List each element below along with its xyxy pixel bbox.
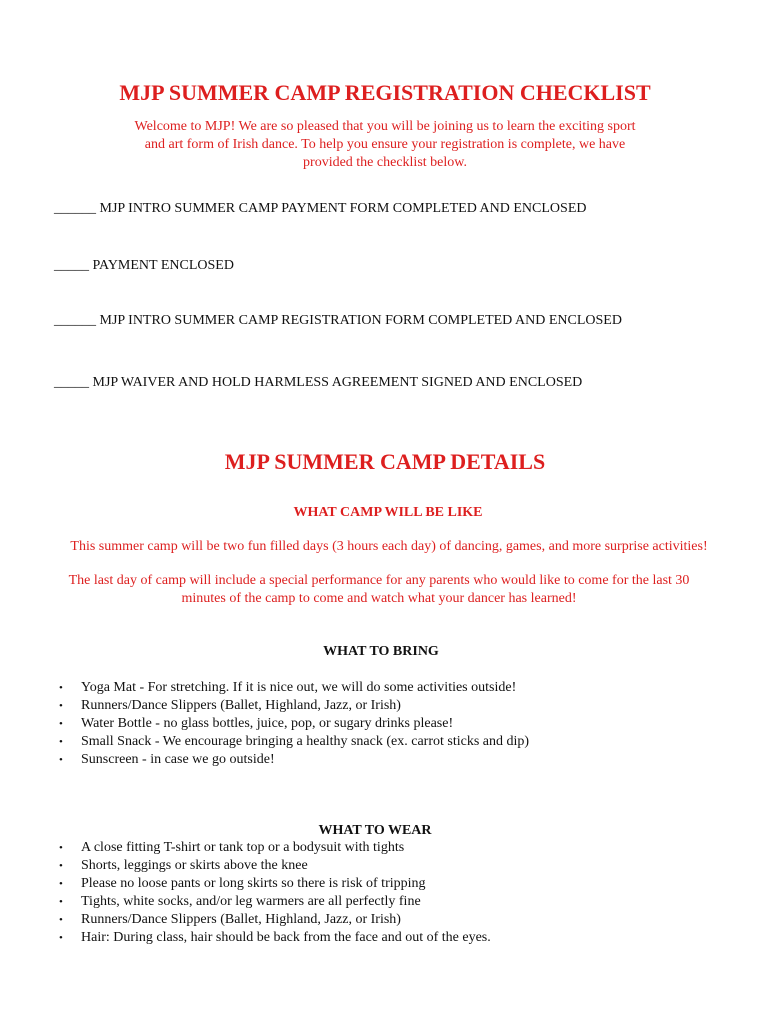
bring-list: [56, 679, 696, 769]
list-item-text: Small Snack - We encourage bringing a healthy snack (ex. carrot sticks and dip): [81, 734, 530, 749]
list-item: [56, 893, 696, 911]
list-item: [56, 697, 696, 715]
wear-heading: WHAT TO WEAR: [318, 823, 432, 838]
checkbox-blank: _____: [54, 375, 89, 390]
checkbox-blank: ______: [54, 201, 96, 216]
list-item-text: Shorts, leggings or skirts above the knee: [81, 858, 308, 873]
list-item-text: Water Bottle - no glass bottles, juice, pop, or sugary drinks please!: [81, 716, 454, 731]
bullet-icon: •: [59, 878, 63, 890]
list-item-text: Hair: During class, hair should be back from the face and out of the eyes.: [81, 930, 491, 945]
welcome-line: Welcome to MJP! We are so pleased that you will be joining us to learn the exciting sport: [134, 119, 636, 134]
bullet-icon: •: [59, 842, 63, 854]
bullet-icon: •: [59, 860, 63, 872]
list-item: [56, 857, 696, 875]
list-item-text: Please no loose pants or long skirts so there is risk of tripping: [81, 876, 426, 891]
list-item-text: Sunscreen - in case we go outside!: [81, 752, 275, 767]
checkbox-blank: ______: [54, 313, 96, 328]
bullet-icon: •: [59, 736, 63, 748]
list-item: [56, 751, 696, 769]
list-item: [56, 733, 696, 751]
page-title: MJP SUMMER CAMP REGISTRATION CHECKLIST: [119, 79, 651, 105]
list-item-text: Runners/Dance Slippers (Ballet, Highland, Jazz, or Irish): [81, 698, 401, 713]
list-item-text: A close fitting T-shirt or tank top or a bodysuit with tights: [81, 840, 405, 855]
welcome-paragraph: [100, 118, 670, 172]
list-item-text: Runners/Dance Slippers (Ballet, Highland, Jazz, or Irish): [81, 912, 401, 927]
checklist-text: PAYMENT ENCLOSED: [92, 258, 234, 273]
bullet-icon: •: [59, 700, 63, 712]
list-item: [56, 911, 696, 929]
list-item: [56, 875, 696, 893]
welcome-line: provided the checklist below.: [303, 155, 467, 170]
checklist-item-payment-form: [54, 200, 586, 218]
list-item-text: Yoga Mat - For stretching. If it is nice out, we will do some activities outside!: [81, 680, 517, 695]
camp-like-heading: WHAT CAMP WILL BE LIKE: [293, 505, 483, 520]
list-item: [56, 839, 696, 857]
list-item: [56, 715, 696, 733]
welcome-line: and art form of Irish dance. To help you ensure your registration is complete, we have: [144, 137, 626, 152]
checklist-text: MJP INTRO SUMMER CAMP PAYMENT FORM COMPLETED AND ENCLOSED: [99, 201, 587, 216]
bullet-icon: •: [59, 932, 63, 944]
bring-heading: WHAT TO BRING: [323, 644, 439, 659]
paragraph-line: minutes of the camp to come and watch what your dancer has learned!: [181, 591, 577, 606]
details-title: MJP SUMMER CAMP DETAILS: [224, 449, 546, 475]
list-item: [56, 929, 696, 947]
wear-list: [56, 839, 696, 947]
list-item: [56, 679, 696, 697]
bullet-icon: •: [59, 896, 63, 908]
checklist-text: MJP WAIVER AND HOLD HARMLESS AGREEMENT SIGNED AND ENCLOSED: [92, 375, 583, 390]
checklist-item-registration-form: [54, 312, 622, 330]
camp-like-paragraph-1: This summer camp will be two fun filled days (3 hours each day) of dancing, games, and more surprise activities!: [70, 539, 708, 554]
checkbox-blank: _____: [54, 258, 89, 273]
checklist-text: MJP INTRO SUMMER CAMP REGISTRATION FORM COMPLETED AND ENCLOSED: [99, 313, 622, 328]
camp-like-paragraph-2: [0, 572, 764, 608]
bullet-icon: •: [59, 754, 63, 766]
bullet-icon: •: [59, 682, 63, 694]
list-item-text: Tights, white socks, and/or leg warmers are all perfectly fine: [81, 894, 421, 909]
bullet-icon: •: [59, 718, 63, 730]
paragraph-line: The last day of camp will include a special performance for any parents who would like to come for the last 30: [68, 573, 690, 588]
bullet-icon: •: [59, 914, 63, 926]
checklist-item-payment-enclosed: [54, 257, 234, 275]
checklist-item-waiver: [54, 374, 582, 392]
